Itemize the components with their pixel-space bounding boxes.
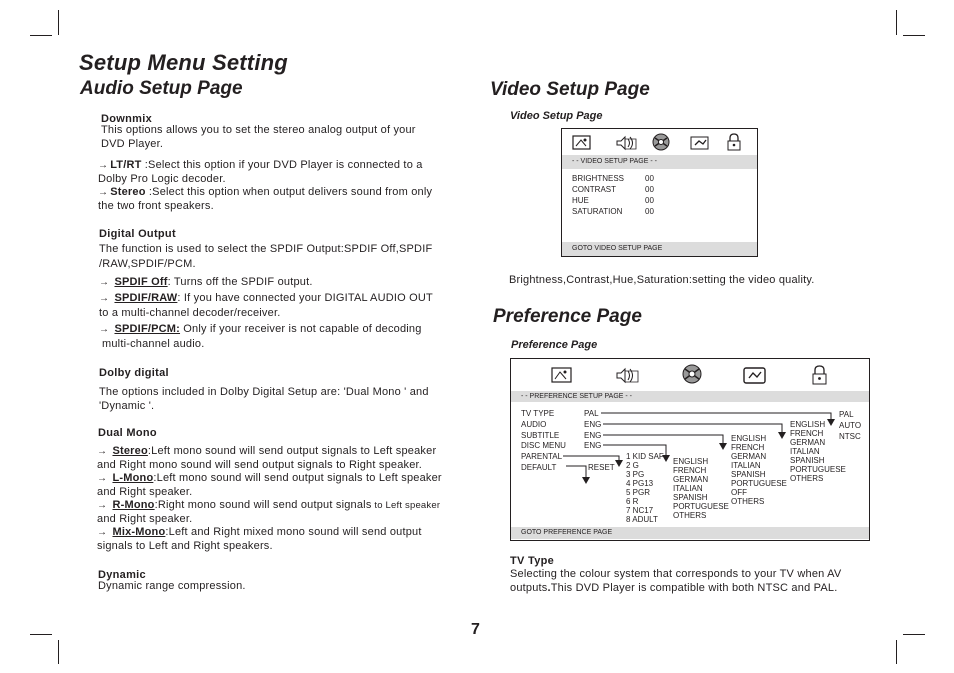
ltrt-text: Dolby Pro Logic decoder. (98, 172, 226, 185)
osd-title-bar: - - PREFERENCE SETUP PAGE - - (511, 391, 869, 402)
disc-menu-option: ITALIAN (673, 484, 703, 493)
connector-lines (511, 359, 869, 540)
audio-option: ITALIAN (790, 447, 820, 456)
parental-option: 8 ADULT (626, 515, 658, 524)
disc-menu-option: SPANISH (673, 493, 708, 502)
crop-mark (58, 640, 59, 664)
arrow-right-icon: → (98, 187, 109, 198)
osd-row-label: AUDIO (521, 420, 547, 429)
osd-row-value: ENG (584, 441, 602, 450)
arrow-right-icon: → (99, 292, 110, 304)
preference-setup-icon (690, 135, 710, 156)
subtitle-option: OTHERS (731, 497, 765, 506)
preference-heading: Preference Page (493, 306, 642, 327)
subtitle-option: PORTUGUESE (731, 479, 787, 488)
subtitle-option: OFF (731, 488, 747, 497)
osd-row-label: SUBTITLE (521, 431, 560, 440)
dolby-title: Dolby digital (99, 367, 169, 379)
dm-stereo-label: Stereo (112, 445, 148, 457)
dm-lmono-label: L-Mono (112, 472, 154, 484)
osd-row-value: 00 (645, 174, 654, 183)
disc-menu-option: FRENCH (673, 466, 707, 475)
tv-type-option: NTSC (839, 432, 861, 441)
dm-mix-text: :Left and Right mixed mono sound will send output (165, 526, 422, 538)
tv-type-desc-line: Selecting the colour system that corresponds to your TV when AV (510, 568, 842, 580)
osd-row-label: HUE (572, 196, 589, 205)
tv-type-option: AUTO (839, 421, 862, 430)
osd-row-label: SATURATION (572, 207, 623, 216)
tv-type-desc-line: outputs (510, 581, 548, 594)
arrow-right-icon: → (97, 527, 108, 538)
spdif-pcm-label: SPDIF/PCM: (114, 322, 181, 335)
parental-option: 2 G (626, 461, 639, 470)
osd-row-label: BRIGHTNESS (572, 174, 625, 183)
osd-row-value: 00 (645, 207, 654, 216)
disc-menu-option: OTHERS (673, 511, 707, 520)
stereo-label: Stereo (110, 186, 146, 198)
osd-row-label: DISC MENU (521, 441, 566, 450)
osd-footer-bar: GOTO VIDEO SETUP PAGE (562, 242, 757, 256)
parental-option: 5 PGR (626, 488, 651, 497)
crop-mark (30, 35, 52, 36)
video-caption: Video Setup Page (510, 110, 603, 122)
dm-rmono-text: to Left speaker (371, 500, 441, 511)
dm-rmono-text: :Right mono sound will send output signals (154, 499, 372, 511)
subtitle-option: GERMAN (731, 452, 767, 461)
spdif-off-text: : Turns off the SPDIF output. (167, 276, 313, 288)
dual-mono-options (97, 445, 442, 553)
tv-type-desc-line: This DVD Player is compatible with both NTSC and PAL. (550, 581, 838, 594)
page-title: Setup Menu Setting (79, 50, 288, 75)
dm-stereo-text: :Left mono sound will send output signals to Left speaker (147, 445, 437, 457)
crop-mark (30, 634, 52, 635)
osd-row-value: PAL (584, 409, 599, 418)
spdif-raw-label: SPDIF/RAW (114, 291, 178, 304)
dm-lmono-text: and Right speaker. (97, 485, 193, 498)
lock-icon (726, 133, 742, 156)
parental-option: 1 KID SAF (626, 452, 664, 461)
digital-output-desc (99, 242, 432, 272)
audio-option: FRENCH (790, 429, 824, 438)
disc-menu-option: PORTUGUESE (673, 502, 729, 511)
dm-rmono-label: R-Mono (112, 499, 155, 511)
osd-row-label: CONTRAST (572, 185, 616, 194)
preference-setup-osd (510, 358, 870, 541)
video-heading: Video Setup Page (490, 79, 650, 100)
video-setup-icon (651, 133, 671, 157)
tv-type-option: PAL (839, 410, 854, 419)
tv-type-desc (510, 568, 841, 595)
digital-output-desc-line: The function is used to select the SPDIF Output:SPDIF Off,SPDIF (99, 243, 433, 255)
tv-type-title: TV Type (510, 555, 555, 567)
arrow-right-icon: → (97, 473, 108, 484)
dynamic-title: Dynamic (98, 569, 146, 581)
page-number: 7 (471, 621, 480, 638)
osd-footer-bar: GOTO PREFERENCE PAGE (511, 527, 869, 539)
ltrt-label: LT/RT (110, 159, 142, 171)
crop-mark (896, 640, 897, 664)
audio-setup-icon (615, 135, 637, 156)
crop-mark (58, 10, 59, 35)
preference-caption: Preference Page (511, 339, 598, 351)
audio-option: OTHERS (790, 474, 824, 483)
osd-title-bar: - - VIDEO SETUP PAGE - - (562, 155, 757, 169)
spdif-raw-text: to a multi-channel decoder/receiver. (99, 307, 281, 319)
dm-stereo-text: and Right mono sound will send output signals to Right speaker. (97, 458, 423, 471)
osd-row-label: TV TYPE (521, 409, 555, 418)
downmix-desc-line: DVD Player. (101, 137, 164, 150)
spdif-off-label: SPDIF Off (114, 276, 168, 288)
dm-rmono-text: and Right speaker. (97, 512, 193, 525)
dolby-desc-line: 'Dynamic '. (99, 399, 155, 412)
downmix-desc (101, 124, 416, 151)
dm-lmono-text: :Left mono sound will send output signals to Left speaker (153, 472, 442, 484)
osd-row-value: 00 (645, 185, 654, 194)
parental-option: 7 NC17 (626, 506, 654, 515)
downmix-title: Downmix (101, 113, 152, 125)
arrow-right-icon: → (99, 323, 110, 335)
spdif-raw-text: : If you have connected your DIGITAL AUDIO OUT (177, 291, 433, 304)
crop-mark (896, 10, 897, 35)
stereo-text: :Select this option when output delivers sound from only (145, 186, 433, 198)
video-note: Brightness,Contrast,Hue,Saturation:setting the video quality. (509, 274, 815, 286)
ltrt-item (98, 159, 432, 213)
arrow-right-icon: → (97, 446, 108, 457)
dual-mono-title: Dual Mono (98, 427, 157, 439)
downmix-desc-line: This options allows you to set the stereo analog output of your (101, 124, 416, 136)
video-setup-osd (561, 128, 758, 257)
osd-row-value: 00 (645, 196, 654, 205)
dm-mix-text: signals to Left and Right speakers. (97, 539, 273, 552)
dolby-desc (99, 386, 429, 413)
disc-menu-option: ENGLISH (673, 457, 709, 466)
dolby-desc-line: The options included in Dolby Digital Setup are: 'Dual Mono ' and (99, 386, 429, 398)
parental-option: 3 PG (626, 470, 645, 479)
parental-option: 6 R (626, 497, 639, 506)
osd-row-label: PARENTAL (521, 452, 563, 461)
tv-type-desc-line: . (547, 581, 551, 594)
audio-option: SPANISH (790, 456, 825, 465)
ltrt-text: :Select this option if your DVD Player is connected to a (141, 159, 423, 171)
osd-row-value: ENG (584, 431, 602, 440)
subtitle-option: SPANISH (731, 470, 766, 479)
osd-row-value: ENG (584, 420, 602, 429)
crop-mark (903, 35, 925, 36)
audio-option: PORTUGUESE (790, 465, 846, 474)
osd-row-label: DEFAULT (521, 463, 557, 472)
subtitle-option: FRENCH (731, 443, 765, 452)
arrow-right-icon: → (98, 160, 109, 171)
parental-option: 4 PG13 (626, 479, 654, 488)
stereo-text: the two front speakers. (98, 199, 214, 212)
general-setup-icon (572, 135, 592, 156)
digital-output-title: Digital Output (99, 228, 176, 240)
spdif-pcm-text: multi-channel audio. (102, 338, 205, 350)
disc-menu-option: GERMAN (673, 475, 709, 484)
crop-mark (903, 634, 925, 635)
spdif-options (99, 275, 433, 352)
dm-mix-label: Mix-Mono (112, 526, 166, 538)
arrow-right-icon: → (97, 500, 108, 511)
digital-output-desc-line: /RAW,SPDIF/PCM. (99, 258, 196, 270)
subtitle-option: ITALIAN (731, 461, 761, 470)
arrow-right-icon: → (99, 277, 110, 288)
audio-option: ENGLISH (790, 420, 826, 429)
audio-heading: Audio Setup Page (80, 78, 243, 99)
dynamic-desc: Dynamic range compression. (98, 580, 246, 592)
spdif-pcm-text: Only if your receiver is not capable of decoding (180, 322, 422, 335)
subtitle-option: ENGLISH (731, 434, 767, 443)
audio-option: GERMAN (790, 438, 826, 447)
reset-label: RESET (588, 463, 615, 472)
